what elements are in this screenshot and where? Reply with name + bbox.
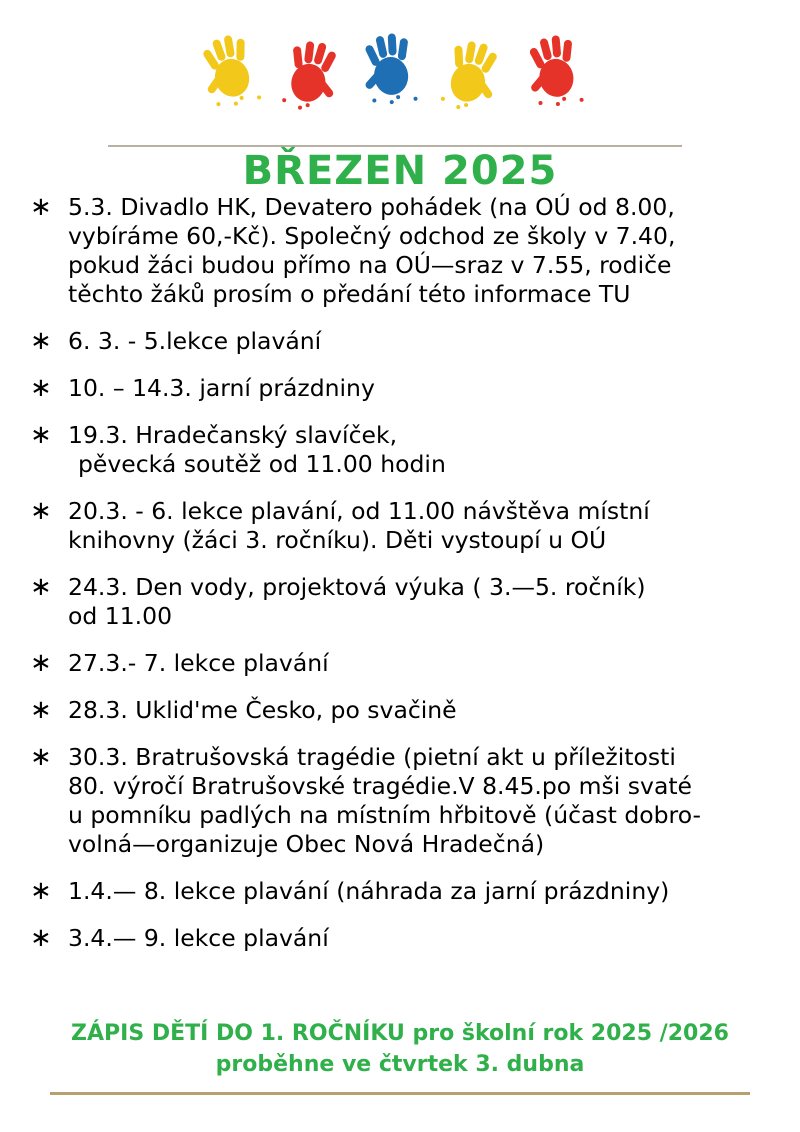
enrollment-notice — [0, 1018, 800, 1080]
bullet-icon: ∗ — [30, 742, 52, 772]
event-list — [30, 193, 790, 953]
event-text-line: 24.3. Den vody, projektová výuka ( 3.—5. ročník) — [68, 573, 646, 601]
event-item — [30, 421, 790, 479]
event-text-line: 27.3.- 7. lekce plavání — [68, 649, 329, 677]
bullet-icon: ∗ — [30, 326, 52, 356]
bullet-icon: ∗ — [30, 695, 52, 725]
event-text-line: 3.4.— 9. lekce plavání — [68, 924, 329, 952]
event-text-line: od 11.00 — [68, 602, 173, 630]
bullet-icon: ∗ — [30, 923, 52, 953]
bullet-icon: ∗ — [30, 192, 52, 222]
bullet-icon: ∗ — [30, 373, 52, 403]
event-text-line: 1.4.— 8. lekce plavání (náhrada za jarní prázdniny) — [68, 877, 670, 905]
bullet-icon: ∗ — [30, 572, 52, 602]
event-text-line: 10. – 14.3. jarní prázdniny — [68, 374, 375, 402]
event-item — [30, 924, 790, 953]
event-text-line: 20.3. - 6. lekce plavání, od 11.00 návštěva místní — [68, 497, 650, 525]
event-item — [30, 497, 790, 555]
event-item — [30, 193, 790, 309]
event-text-line: pěvecká soutěž od 11.00 hodin — [78, 450, 446, 478]
event-item — [30, 327, 790, 356]
handprint-icon — [439, 36, 506, 110]
event-text-line: 6. 3. - 5.lekce plavání — [68, 327, 322, 355]
event-text-line: těchto žáků prosím o předání této informace TU — [68, 280, 631, 308]
handprint-icon — [521, 32, 584, 110]
enrollment-notice-line2: proběhne ve čtvrtek 3. dubna — [215, 1052, 585, 1077]
event-text-line: vybíráme 60,-Kč). Společný odchod ze školy v 7.40, — [68, 222, 676, 250]
page-title: BŘEZEN 2025 — [242, 148, 558, 194]
handprint-icon — [357, 31, 418, 108]
bullet-icon: ∗ — [30, 876, 52, 906]
event-item — [30, 743, 790, 859]
event-text-line: knihovny (žáci 3. ročníku). Děti vystoupí u OÚ — [68, 526, 607, 554]
event-text-line: 5.3. Divadlo HK, Devatero pohádek (na OÚ od 8.00, — [68, 193, 675, 221]
event-text-line: u pomníku padlých na místním hřbitově (účast dobro- — [68, 801, 701, 829]
event-text-line: 30.3. Bratrušovská tragédie (pietní akt u příležitosti — [68, 743, 676, 771]
event-item — [30, 696, 790, 725]
enrollment-notice-line1: ZÁPIS DĚTÍ DO 1. ROČNÍKU pro školní rok 2025 /2026 — [71, 1021, 729, 1046]
event-text-line: volná—organizuje Obec Nová Hradečná) — [68, 830, 545, 858]
event-item — [30, 649, 790, 678]
handprint-icon — [280, 37, 344, 110]
bullet-icon: ∗ — [30, 420, 52, 450]
bullet-icon: ∗ — [30, 648, 52, 678]
bullet-icon: ∗ — [30, 496, 52, 526]
event-text-line: 19.3. Hradečanský slavíček, — [68, 421, 398, 449]
event-item — [30, 374, 790, 403]
event-item — [30, 877, 790, 906]
handprints-decoration — [190, 20, 610, 110]
bottom-divider — [50, 1092, 750, 1095]
event-text-line: 80. výročí Bratrušovské tragédie.V 8.45.po mši svaté — [68, 772, 693, 800]
event-text-line: pokud žáci budou přímo na OÚ—sraz v 7.55, rodiče — [68, 251, 672, 279]
event-item — [30, 573, 790, 631]
handprint-icon — [194, 31, 262, 110]
event-text-line: 28.3. Uklid'me Česko, po svačině — [68, 696, 457, 724]
